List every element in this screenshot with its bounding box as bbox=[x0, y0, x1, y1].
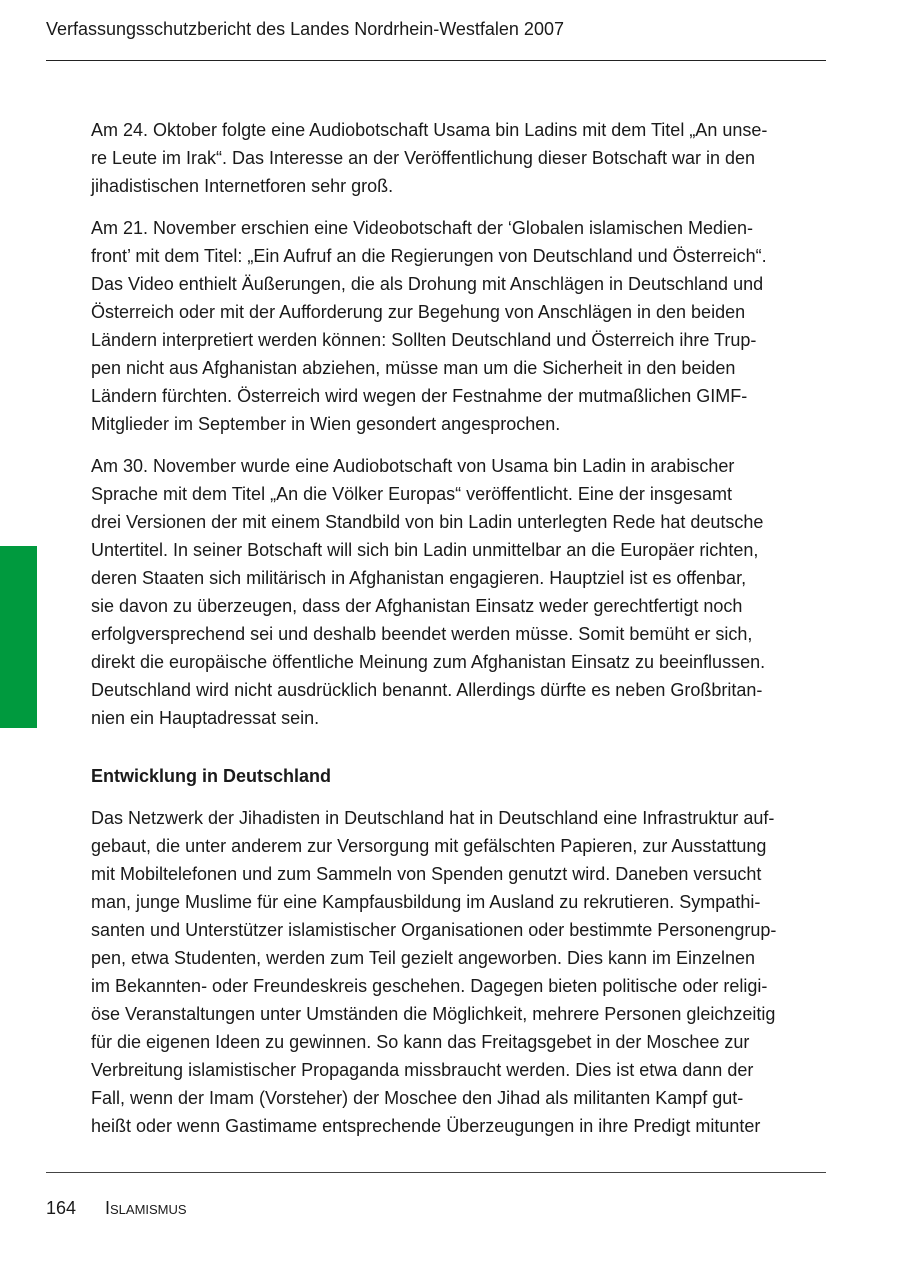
text-line: man, junge Muslime für eine Kampfausbildung im Ausland zu rekrutieren. Sympathi- bbox=[91, 892, 761, 912]
footer-rule bbox=[46, 1172, 826, 1173]
text-line: Deutschland wird nicht ausdrücklich benannt. Allerdings dürfte es neben Großbritan- bbox=[91, 680, 763, 700]
text-line: sie davon zu überzeugen, dass der Afghanistan Einsatz weder gerechtfertigt noch bbox=[91, 596, 743, 616]
text-line: pen nicht aus Afghanistan abziehen, müsse man um die Sicherheit in den beiden bbox=[91, 358, 736, 378]
header-rule bbox=[46, 60, 826, 61]
text-line: erfolgversprechend sei und deshalb beendet werden müsse. Somit bemüht er sich, bbox=[91, 624, 753, 644]
text-line: mit Mobiltelefonen und zum Sammeln von Spenden genutzt wird. Daneben versucht bbox=[91, 864, 762, 884]
paragraph-4 bbox=[91, 804, 831, 1140]
text-line: drei Versionen der mit einem Standbild von bin Ladin unterlegten Rede hat deutsche bbox=[91, 512, 764, 532]
paragraph-3 bbox=[91, 452, 831, 732]
text-line: deren Staaten sich militärisch in Afghanistan engagieren. Hauptziel ist es offenbar, bbox=[91, 568, 747, 588]
text-line: Am 30. November wurde eine Audiobotschaft von Usama bin Ladin in arabischer bbox=[91, 456, 735, 476]
text-line: re Leute im Irak“. Das Interesse an der Veröffentlichung dieser Botschaft war in den bbox=[91, 148, 756, 168]
paragraph-2 bbox=[91, 214, 831, 438]
text-line: Untertitel. In seiner Botschaft will sich bin Ladin unmittelbar an die Europäer richten, bbox=[91, 540, 759, 560]
text-line: nien ein Hauptadressat sein. bbox=[91, 708, 320, 728]
text-line: front’ mit dem Titel: „Ein Aufruf an die Regierungen von Deutschland und Österreich“. bbox=[91, 246, 767, 266]
text-line: im Bekannten- oder Freundeskreis geschehen. Dagegen bieten politische oder religi- bbox=[91, 976, 768, 996]
text-line: gebaut, die unter anderem zur Versorgung mit gefälschten Papieren, zur Ausstattung bbox=[91, 836, 767, 856]
text-line: jihadistischen Internetforen sehr groß. bbox=[91, 176, 394, 196]
text-line: Das Video enthielt Äußerungen, die als Drohung mit Anschlägen in Deutschland und bbox=[91, 274, 764, 294]
text-line: santen und Unterstützer islamistischer Organisationen oder bestimmte Personengrup- bbox=[91, 920, 777, 940]
text-line: direkt die europäische öffentliche Meinung zum Afghanistan Einsatz zu beeinflussen. bbox=[91, 652, 766, 672]
text-line: Fall, wenn der Imam (Vorsteher) der Moschee den Jihad als militanten Kampf gut- bbox=[91, 1088, 744, 1108]
text-line: Das Netzwerk der Jihadisten in Deutschland hat in Deutschland eine Infrastruktur auf- bbox=[91, 808, 775, 828]
text-line: Sprache mit dem Titel „An die Völker Europas“ veröffentlicht. Eine der insgesamt bbox=[91, 484, 732, 504]
running-head-title: Verfassungsschutzbericht des Landes Nordrhein-Westfalen 2007 bbox=[46, 19, 564, 39]
body-text bbox=[91, 116, 831, 1154]
text-line: Verbreitung islamistischer Propaganda missbraucht werden. Dies ist etwa dann der bbox=[91, 1060, 754, 1080]
text-line: Ländern fürchten. Österreich wird wegen der Festnahme der mutmaßlichen GIMF- bbox=[91, 386, 748, 406]
text-line: Am 24. Oktober folgte eine Audiobotschaft Usama bin Ladins mit dem Titel „An unse- bbox=[91, 120, 768, 140]
text-line: Mitglieder im September in Wien gesondert angesprochen. bbox=[91, 414, 561, 434]
chapter-side-tab bbox=[0, 546, 37, 728]
running-foot-section: Islamismus bbox=[105, 1198, 187, 1218]
section-heading: Entwicklung in Deutschland bbox=[91, 766, 332, 786]
text-line: öse Veranstaltungen unter Umständen die Möglichkeit, mehrere Personen gleichzeitig bbox=[91, 1004, 776, 1024]
page-number: 164 bbox=[46, 1198, 77, 1218]
text-line: für die eigenen Ideen zu gewinnen. So kann das Freitagsgebet in der Moschee zur bbox=[91, 1032, 750, 1052]
text-line: Österreich oder mit der Aufforderung zur Begehung von Anschlägen in den beiden bbox=[91, 302, 746, 322]
paragraph-1 bbox=[91, 116, 831, 200]
text-line: pen, etwa Studenten, werden zum Teil gezielt angeworben. Dies kann im Einzelnen bbox=[91, 948, 756, 968]
text-line: Ländern interpretiert werden können: Sollten Deutschland und Österreich ihre Trup- bbox=[91, 330, 757, 350]
text-line: heißt oder wenn Gastimame entsprechende Überzeugungen in ihre Predigt mitunter bbox=[91, 1116, 761, 1136]
text-line: Am 21. November erschien eine Videobotschaft der ‘Globalen islamischen Medien- bbox=[91, 218, 754, 238]
